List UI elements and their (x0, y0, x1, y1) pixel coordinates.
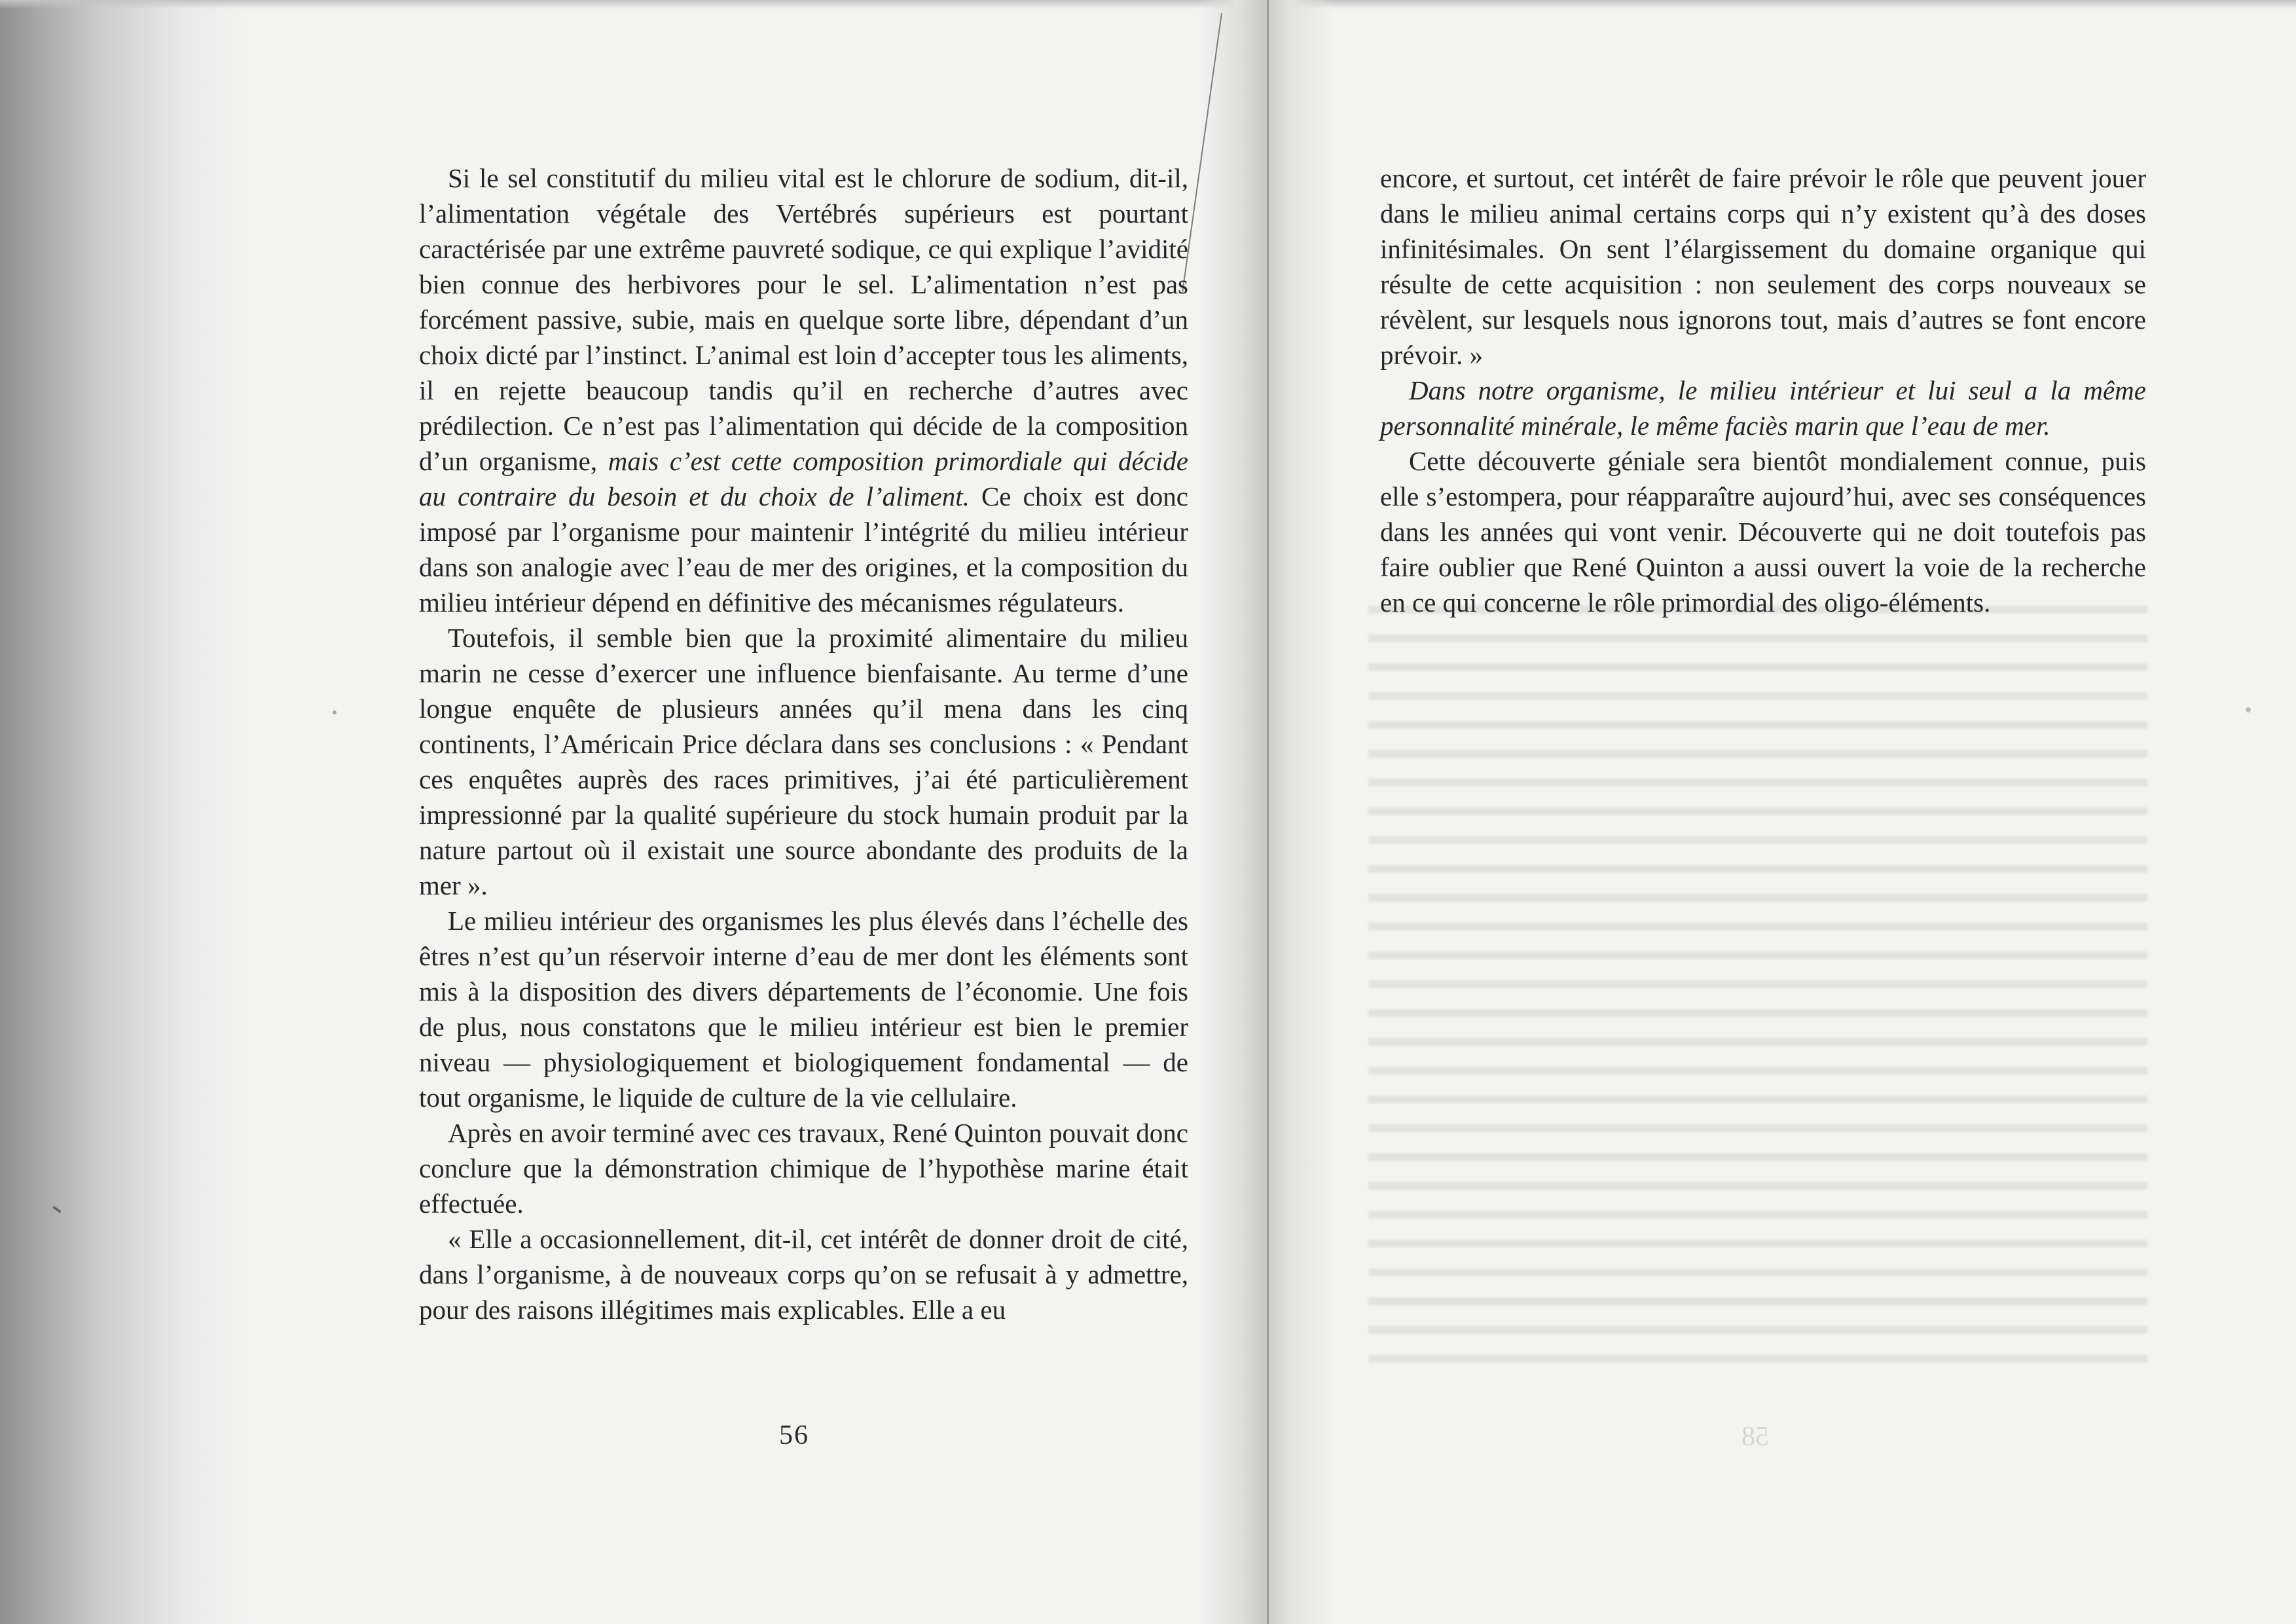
spine-line (1267, 0, 1269, 1624)
paragraph: Cette découverte géniale sera bientôt mondialement connue, puis elle s’estompera, pour réapparaître aujourd’hui, avec ses conséquences dans les années qui vont venir. Découverte qui ne doit toutefois pas faire oublier que René Quinton a aussi ouvert la voie de la recherche en ce qui concerne le rôle primordial des oligo-éléments. (1380, 446, 2146, 618)
left-page (419, 160, 1188, 1327)
scan-speck (333, 710, 337, 714)
paragraph-text: Ce choix est donc imposé par l’organisme pour maintenir l’intégrité du milieu intérieur dans son analogie avec l’eau de mer des origines, et la composition du milieu intérieur dépend en définitive des mécanismes régulateurs. (419, 481, 1188, 618)
italic-emphasis: mais c’est cette composition primordiale qui décide au contraire du besoin et du choix de l’aliment. (419, 446, 1188, 511)
scanner-edge-shadow (0, 0, 249, 1624)
page-number: 56 (779, 1420, 809, 1450)
paragraph: « Elle a occasionnellement, dit-il, cet intérêt de donner droit de cité, dans l’organisme, à de nouveaux corps qu’on se refusait à y admettre, pour des raisons illégitimes mais explicables. Elle a eu (419, 1224, 1188, 1325)
paragraph (419, 160, 1188, 620)
paragraph (1380, 373, 2146, 443)
top-edge-shadow (0, 0, 2296, 9)
scan-speck (2246, 707, 2251, 712)
paragraph: Le milieu intérieur des organismes les plus élevés dans l’échelle des êtres n’est qu’un réservoir interne d’eau de mer dont les éléments sont mis à la disposition des divers départements de l’économie. Une fois de plus, nous constatons que le milieu intérieur est bien le premier niveau — physiologiquement et biologiquement fondamental — de tout organisme, le liquide de culture de la vie cellulaire. (419, 906, 1188, 1113)
paragraph: Après en avoir terminé avec ces travaux, René Quinton pouvait donc conclure que la démonstration chimique de l’hypothèse marine était effectuée. (419, 1118, 1188, 1219)
right-page (1380, 160, 2146, 620)
bleed-through-page-number: 58 (1741, 1422, 1769, 1452)
paragraph: Toutefois, il semble bien que la proximité alimentaire du milieu marin ne cesse d’exercer une influence bienfaisante. Au terme d’une longue enquête de plusieurs années qu’il mena dans les cinq continents, l’Américain Price déclara dans ses conclusions : « Pendant ces enquêtes auprès des races primitives, j’ai été particulièrement impressionné par la qualité supérieure du stock humain produit par la nature partout où il existait une source abondante des produits de la mer ». (419, 623, 1188, 900)
paragraph-text: Si le sel constitutif du milieu vital est le chlorure de sodium, dit-il, l’alimentation végétale des Vertébrés supérieurs est pourtant caractérisée par une extrême pauvreté sodique, ce qui explique l’avidité bien connue des herbivores pour le sel. L’alimentation n’est pas forcément passive, subie, mais en quelque sorte libre, dépendant d’un choix dicté par l’instinct. L’animal est loin d’accepter tous les aliments, il en rejette beaucoup tandis qu’il en recherche d’autres avec prédilection. Ce n’est pas l’alimentation qui décide de la composition d’un organisme, (419, 163, 1188, 476)
bleed-through-text (1368, 606, 2147, 1378)
paragraph: encore, et surtout, cet intérêt de faire prévoir le rôle que peuvent jouer dans le milieu animal certains corps qui n’y existent qu’à des doses infinitésimales. On sent l’élargissement du domaine organique qui résulte de cette acquisition : non seulement des corps nouveaux se révèlent, sur lesquels nous ignorons tout, mais d’autres se font encore prévoir. » (1380, 163, 2146, 370)
italic-paragraph: Dans notre organisme, le milieu intérieur et lui seul a la même personnalité minérale, le même faciès marin que l’eau de mer. (1380, 375, 2146, 441)
